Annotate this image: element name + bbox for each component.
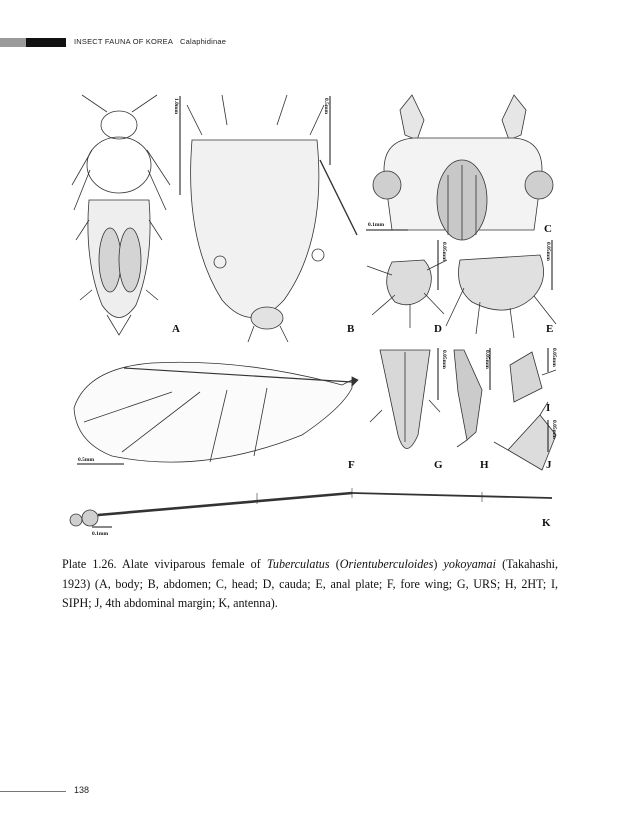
caption-open-paren: ( — [329, 557, 340, 571]
panel-g-urs-drawing — [370, 350, 440, 449]
scale-label-j: 0.05mm — [551, 420, 557, 439]
caption-suffix: (Takahashi, 1923) (A, body; B, abdomen; C, head; D, cauda; E, anal plate; F, fore wing; G, URS; H, 2HT; I, SIPH; J, 4th abdominal margin; K, antenna). — [62, 557, 558, 610]
caption-prefix: Plate 1.26. Alate viviparous female of — [62, 557, 267, 571]
scale-label-c: 0.1mm — [368, 222, 385, 228]
panel-b-abdomen-drawing — [187, 95, 357, 342]
plate-illustration — [62, 90, 560, 540]
panel-label-g: G — [434, 459, 443, 471]
scale-label-f: 0.5mm — [78, 457, 95, 463]
panel-label-b: B — [347, 323, 355, 335]
panel-label-j: J — [546, 459, 552, 471]
section-name: Calaphidinae — [179, 37, 227, 46]
scale-label-i: 0.05mm — [551, 348, 557, 367]
book-title: INSECT FAUNA OF KOREA — [74, 37, 173, 46]
scale-label-e: 0.05mm — [545, 242, 551, 261]
header-accent-bar-grey — [0, 38, 26, 47]
panel-label-h: H — [480, 459, 489, 471]
panel-label-a: A — [172, 323, 180, 335]
caption-subgenus: Orientuberculoides — [339, 557, 434, 571]
panel-label-d: D — [434, 323, 442, 335]
caption-close-paren: ) — [433, 557, 444, 571]
panel-i-siph-drawing — [510, 352, 556, 402]
plate-caption — [62, 555, 558, 614]
page-number: 138 — [74, 785, 90, 795]
panel-k-antenna-drawing — [70, 488, 552, 526]
scale-label-h: 0.05mm — [484, 350, 490, 369]
running-header — [74, 37, 226, 46]
panel-a-body-drawing — [72, 95, 170, 335]
panel-label-c: C — [544, 223, 552, 235]
panel-label-i: I — [546, 402, 551, 414]
panel-label-f: F — [348, 459, 355, 471]
panel-e-anal-plate-drawing — [446, 255, 556, 338]
scale-label-k: 0.1mm — [92, 531, 109, 537]
panel-label-e: E — [546, 323, 554, 335]
header-accent-bar-black — [26, 38, 66, 47]
panel-h-2ht-drawing — [454, 350, 482, 447]
scale-label-b: 0.5mm — [323, 98, 329, 115]
caption-species: yokoyamai — [443, 557, 496, 571]
panel-d-cauda-drawing — [367, 260, 447, 328]
panel-f-fore-wing-drawing — [74, 362, 358, 462]
panel-label-k: K — [542, 517, 551, 529]
footer-rule — [0, 791, 66, 792]
scale-label-a: 1.0mm — [173, 98, 179, 115]
scale-label-d: 0.05mm — [441, 242, 447, 261]
plate-figure — [62, 90, 560, 540]
panel-c-head-drawing — [373, 95, 553, 240]
scale-label-g: 0.05mm — [441, 350, 447, 369]
caption-genus: Tuberculatus — [266, 557, 330, 571]
